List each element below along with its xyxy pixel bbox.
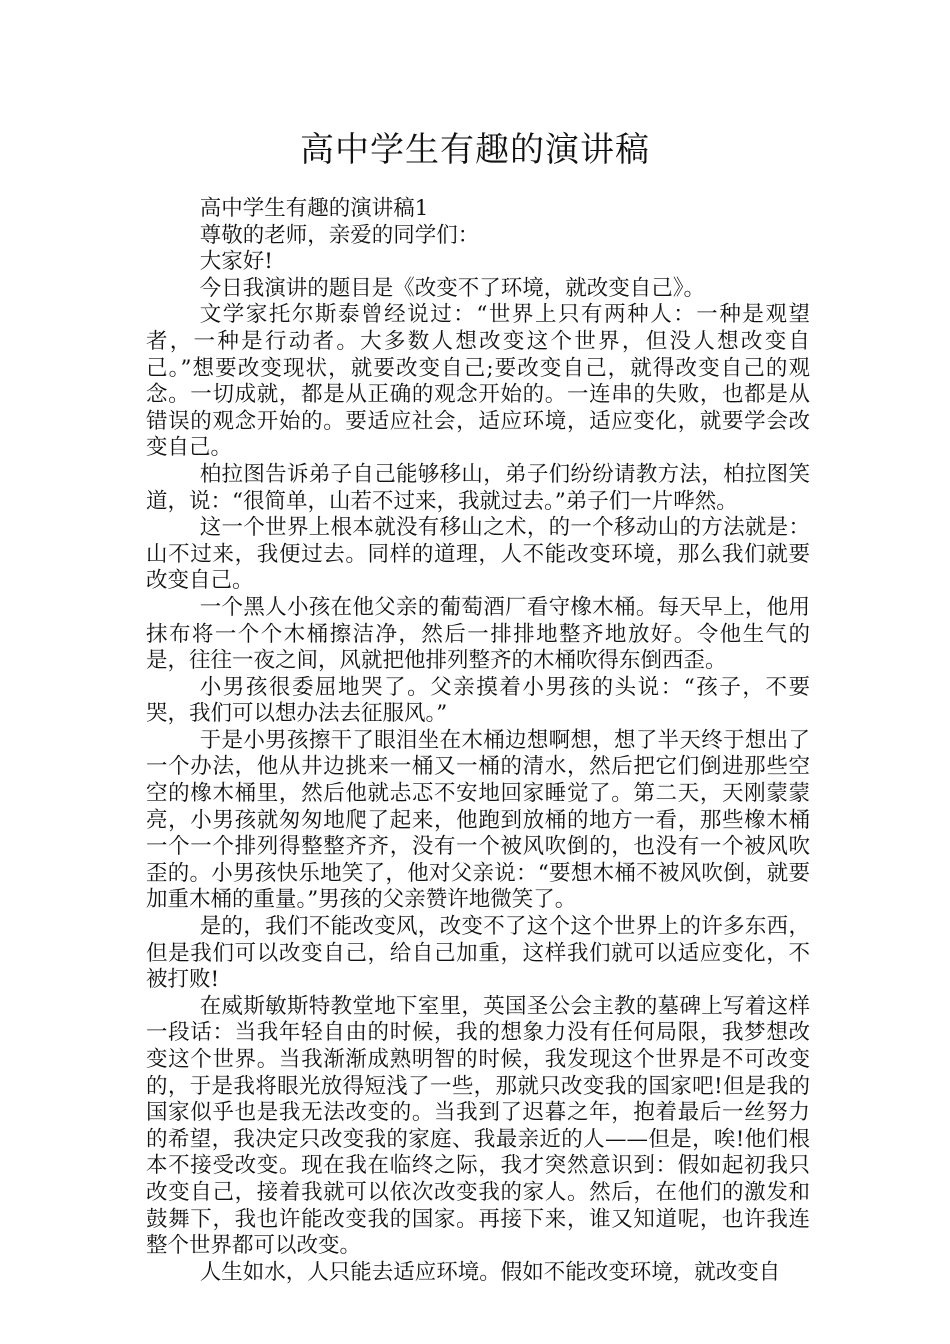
paragraph-salutation: 尊敬的老师，亲爱的同学们：	[199, 222, 480, 248]
paragraph-boy-barrels: 一个黑人小孩在他父亲的葡萄酒厂看守橡木桶。每天早上，他用抹布将一个个木桶擦洁净，然后一排排地整齐地放好。令他生气的是，往往一夜之间，风就把他排列整齐的木桶吹得东倒西歪。	[146, 594, 810, 674]
paragraph-life-water: 人生如水，人只能去适应环境。假如不能改变环境，就改变自	[199, 1259, 781, 1285]
paragraph-heading-1: 高中学生有趣的演讲稿1	[199, 196, 429, 221]
paragraph-plato: 柏拉图告诉弟子自己能够移山，弟子们纷纷请教方法，柏拉图笑道，说：“很简单，山若不过来，我就过去。”弟子们一片哗然。	[146, 461, 810, 514]
document-title: 高中学生有趣的演讲稿	[300, 130, 650, 170]
paragraph-boy-cried: 小男孩很委屈地哭了。父亲摸着小男孩的头说：“孩子，不要哭，我们可以想办法去征服风。”	[146, 674, 810, 727]
document-body	[146, 196, 810, 1286]
paragraph-mountain: 这一个世界上根本就没有移山之术，的一个移动山的方法就是：山不过来，我便过去。同样的道理，人不能改变环境，那么我们就要改变自己。	[146, 515, 810, 594]
paragraph-tolstoy: 文学家托尔斯泰曾经说过：“世界上只有两种人：一种是观望者，一种是行动者。大多数人想改变这个世界，但没人想改变自己。”想要改变现状，就要改变自己;要改变自己，就得改变自己的观念。一切成就，都是从正确的观念开始的。一连串的失败，也都是从错误的观念开始的。要适应社会，适应环境，适应变化，就要学会改变自己。	[146, 302, 810, 461]
paragraph-westminster: 在威斯敏斯特教堂地下室里，英国圣公会主教的墓碑上写着这样一段话：当我年轻自由的时候，我的想象力没有任何局限，我梦想改变这个世界。当我渐渐成熟明智的时候，我发现这个世界是不可改变的，于是我将眼光放得短浅了一些，那就只改变我的国家吧!但是我的国家似乎也是我无法改变的。当我到了迟暮之年，抱着最后一丝努力的希望，我决定只改变我的家庭、我最亲近的人——但是，唉!他们根本不接受改变。现在我在临终之际，我才突然意识到：假如起初我只改变自己，接着我就可以依次改变我的家人。然后，在他们的激发和鼓舞下，我也许能改变我的国家。再接下来，谁又知道呢，也许我连整个世界都可以改变。	[146, 993, 810, 1259]
paragraph-boy-solution: 于是小男孩擦干了眼泪坐在木桶边想啊想，想了半天终于想出了一个办法，他从井边挑来一桶又一桶的清水，然后把它们倒进那些空空的橡木桶里，然后他就忐忑不安地回家睡觉了。第二天，天刚蒙蒙亮，小男孩就匆匆地爬了起来，他跑到放桶的地方一看，那些橡木桶一个一个排列得整整齐齐，没有一个被风吹倒的，也没有一个被风吹歪的。小男孩快乐地笑了，他对父亲说：“要想木桶不被风吹倒，就要加重木桶的重量。”男孩的父亲赞许地微笑了。	[146, 727, 810, 913]
paragraph-topic: 今日我演讲的题目是《改变不了环境，就改变自己》。	[199, 275, 706, 301]
paragraph-greeting: 大家好!	[199, 249, 273, 275]
paragraph-change-self: 是的，我们不能改变风，改变不了这个这个世界上的许多东西，但是我们可以改变自己，给自己加重，这样我们就可以适应变化，不被打败!	[146, 914, 810, 993]
